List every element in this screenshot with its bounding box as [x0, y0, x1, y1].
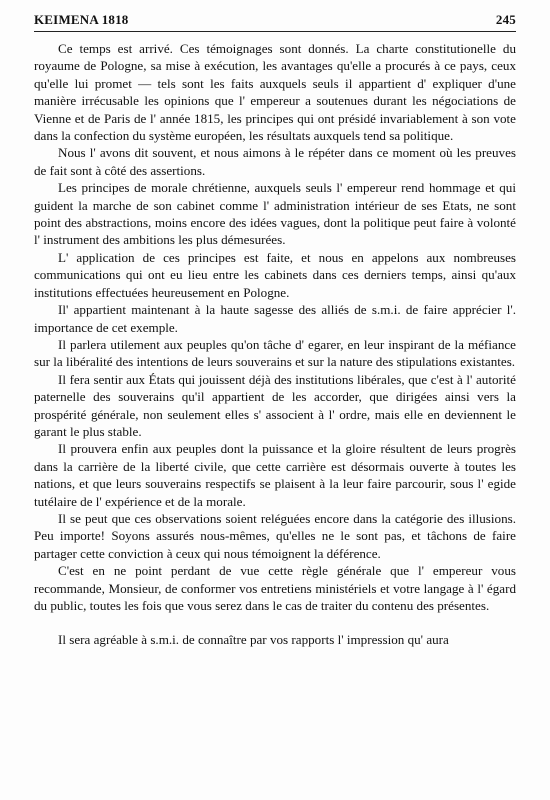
- paragraph: Il fera sentir aux États qui jouissent déjà des institutions libérales, que c'est à l' autorité paternelle des souverains qu'il appartient de les accorder, que dirigées ainsi vers la prospérité générale, non seulement elles s' associent à l' ordre, mais elle en deviennent le garant le plus stable.: [34, 371, 516, 439]
- page-number: 245: [495, 12, 516, 27]
- paragraph: Il' appartient maintenant à la haute sagesse des alliés de s.m.i. de faire apprécier l'. importance de cet exemple.: [34, 302, 516, 335]
- header-rule: [34, 31, 516, 32]
- paragraph: C'est en ne point perdant de vue cette règle générale que l' empereur vous recommande, Monsieur, de conformer vos entretiens ministériels et votre langage à l' égard du public, toutes les fois que vous serez dans le cas de traiter du contenu des présentes.: [34, 563, 516, 613]
- running-title: KEIMENA 1818: [34, 12, 129, 27]
- paragraph: Il se peut que ces observations soient reléguées encore dans la catégorie des illusions. Peu importe! Soyons assurés nous-mêmes, qu'elles ne le sont pas, et tâchons de faire partager cette conviction à ceux qui nous témoignent la déférence.: [34, 510, 516, 561]
- paragraph: Il sera agréable à s.m.i. de connaître par vos rapports l' impression qu' aura: [58, 632, 449, 648]
- paragraph: Nous l' avons dit souvent, et nous aimons à le répéter dans ce moment où les preuves de fait sont à côté des assertions.: [34, 145, 516, 178]
- paragraph: Il prouvera enfin aux peuples dont la puissance et la gloire résultent de leurs progrès dans la carrière de la liberté civile, que cette carrière est désormais ouverte à toutes les nations, et que leurs souverains respectifs se plaisent à la leur faire parcourir, sous l' egide tutélaire de l' expérience et de la morale.: [34, 441, 516, 509]
- paragraph: Les principes de morale chrétienne, auxquels seuls l' empereur rend hommage et qui guident la marche de son cabinet comme l' administration intérieur de ses Etats, ne sont point des abstractions, moins encore des idées vagues, dont la politique peut faire à volonté l' instrument des ambitions les plus démesurées.: [34, 180, 516, 248]
- paragraph: L' application de ces principes est faite, et nous en appelons aux nombreuses communications qui ont eu lieu entre les cabinets dans ces derniers temps, ainsi qu'aux institutions effectuées heureusement en Pologne.: [34, 249, 516, 300]
- paragraph: Ce temps est arrivé. Ces témoignages sont donnés. La charte constitutionelle du royaume de Pologne, sa mise à exécution, les avantages qu'elle a procurés à ce pays, ceux qu'elle lui promet — tels sont les faits auxquels seuls il appartient d' expliquer d'une manière irrécusable les opinions que l' empereur a soutenues durant les négociations de Vienne et de Paris de l' année 1815, les principes qui ont présidé invariablement à son vote dans la confection du système européen, les résultats auxquels tend sa politique.: [34, 41, 516, 144]
- paragraph: Il parlera utilement aux peuples qu'on tâche d' egarer, en leur inspirant de la méfiance sur la libéralité des intentions de leurs souverains et sur la nature des stipulations existantes.: [34, 336, 516, 370]
- document-body: [34, 40, 516, 649]
